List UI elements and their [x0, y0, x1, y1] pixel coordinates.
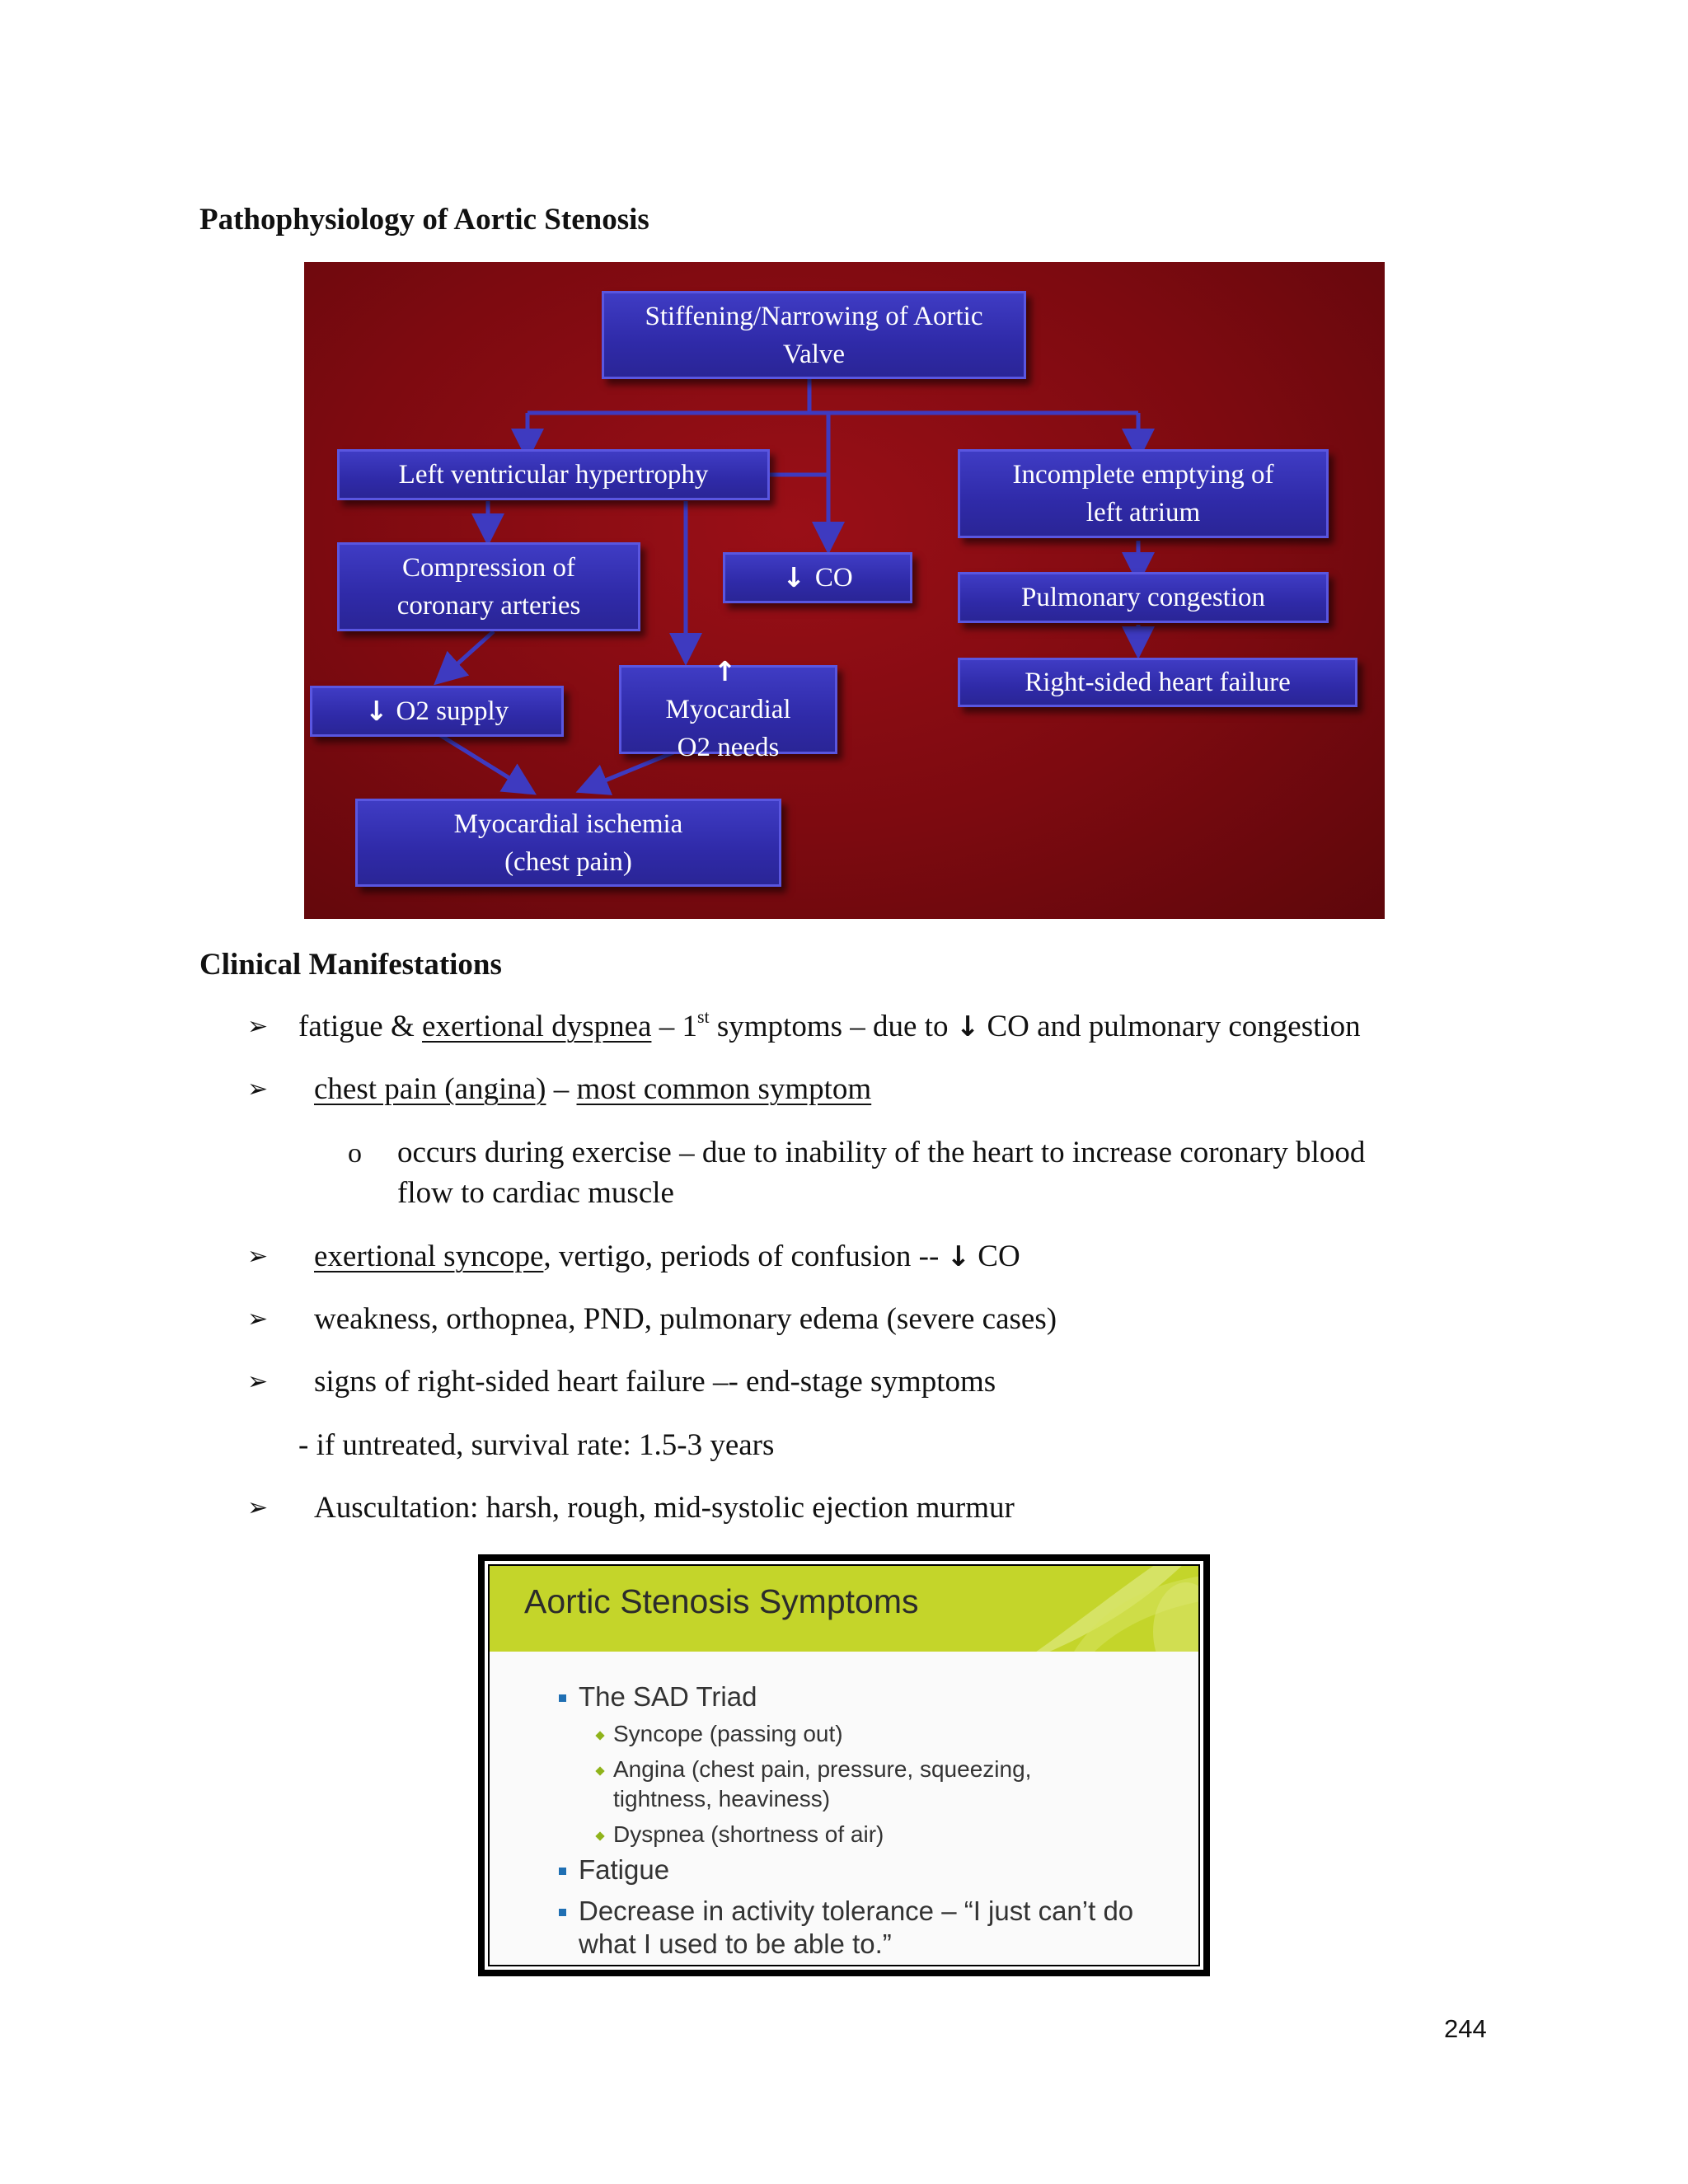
arrow-bullet-icon: ➢ [247, 1305, 269, 1333]
slide-item-dyspnea: Dyspnea (shortness of air) [613, 1821, 884, 1847]
square-bullet-icon [559, 1868, 566, 1875]
slide-item-syncope: Syncope (passing out) [613, 1721, 843, 1746]
down-arrow-icon: ↓ [364, 695, 388, 727]
slide-inner [488, 1564, 1200, 1966]
bullet-syncope [314, 1241, 1020, 1272]
node-myocardial-o2-needs-line2: O2 needs [677, 733, 780, 762]
exertional-dyspnea-text: exertional dyspnea [422, 1010, 652, 1043]
node-myocardial-o2-needs [619, 655, 837, 762]
sub-bullet-exercise-line2: flow to cardiac muscle [397, 1176, 674, 1210]
node-compression-line2: coronary arteries [396, 591, 581, 621]
node-compression-line1: Compression of [402, 553, 575, 583]
node-o2-supply [310, 686, 564, 737]
node-decreased-co-label: CO [814, 563, 853, 593]
square-bullet-icon [559, 1909, 566, 1916]
square-bullet-icon [559, 1694, 566, 1702]
slide-title: Aortic Stenosis Symptoms [524, 1582, 919, 1620]
bullet-auscultation: Auscultation: harsh, rough, mid-systolic ejection murmur [314, 1491, 1015, 1525]
pathophysiology-flow-diagram [304, 262, 1385, 919]
down-arrow-icon: ↓ [955, 1010, 980, 1043]
diamond-bullet-icon [595, 1831, 604, 1840]
bullet-fatigue [298, 1006, 1361, 1043]
node-right-heart-failure [958, 658, 1357, 707]
diamond-bullet-icon [595, 1731, 604, 1740]
arrow-bullet-icon: ➢ [247, 1493, 269, 1522]
bullet-syncope-text: , vertigo, periods of confusion -- [543, 1240, 947, 1273]
slide-item-angina-line1: Angina (chest pain, pressure, squeezing, [613, 1756, 1032, 1782]
node-compression [337, 542, 640, 631]
up-arrow-icon: ↑ [713, 655, 737, 687]
ordinal-suffix: st [696, 1006, 710, 1027]
slide-item-decrease-line2: what I used to be able to.” [579, 1929, 892, 1959]
chest-pain-text: chest pain (angina) [314, 1072, 546, 1106]
arrow-bullet-icon: ➢ [247, 1367, 269, 1396]
bullet-fatigue-text: fatigue & [298, 1010, 423, 1043]
diamond-bullet-icon [595, 1766, 604, 1775]
slide-item-decrease-line1: Decrease in activity tolerance – “I just can’t do [579, 1896, 1134, 1926]
sub-bullet-exercise-line1: occurs during exercise – due to inability of the heart to increase coronary blood [397, 1136, 1366, 1169]
node-aortic-valve-line1: Stiffening/Narrowing of Aortic [645, 301, 983, 331]
slide-title-band [490, 1566, 1198, 1652]
bullet-syncope-co: CO [970, 1240, 1020, 1273]
bullet-chest-pain [314, 1074, 871, 1104]
bullet-right-heart-failure: signs of right-sided heart failure –- end-stage symptoms [314, 1365, 996, 1399]
node-aortic-valve-line2: Valve [782, 339, 846, 369]
sub-bullet-marker: o [348, 1138, 362, 1169]
node-ischemia-line2: (chest pain) [504, 846, 632, 877]
page-number: 244 [1444, 2014, 1487, 2043]
aortic-stenosis-symptoms-slide [478, 1554, 1210, 1976]
clinical-manifestations-heading: Clinical Manifestations [199, 948, 502, 982]
pathophysiology-heading: Pathophysiology of Aortic Stenosis [199, 203, 649, 237]
node-aortic-valve [602, 291, 1026, 379]
down-arrow-icon: ↓ [782, 561, 805, 593]
slide-item-angina-line2: tightness, heaviness) [613, 1786, 831, 1811]
bullet-fatigue-due: symptoms – due to [709, 1010, 956, 1043]
node-incomplete-line2: left atrium [1085, 498, 1201, 527]
down-arrow-icon: ↓ [946, 1240, 971, 1273]
slide-item-sad-triad: The SAD Triad [579, 1681, 757, 1712]
exertional-syncope-text: exertional syncope [314, 1240, 544, 1273]
arrow-bullet-icon: ➢ [247, 1012, 269, 1041]
node-ischemia-line1: Myocardial ischemia [453, 808, 683, 839]
node-myocardial-label: Myocardial [665, 695, 791, 724]
node-pulmonary-label: Pulmonary congestion [1020, 583, 1266, 612]
node-lv-hypertrophy [337, 449, 770, 500]
node-lv-hypertrophy-label: Left ventricular hypertrophy [398, 460, 709, 490]
node-myocardial-o2-needs-line1 [665, 653, 790, 729]
bullet-weakness: weakness, orthopnea, PND, pulmonary edema (severe cases) [314, 1302, 1057, 1336]
node-o2-supply-label: O2 supply [396, 696, 509, 726]
node-decreased-co [723, 552, 912, 603]
node-incomplete-line1: Incomplete emptying of [1012, 460, 1274, 490]
node-incomplete-emptying [958, 449, 1329, 538]
bullet-fatigue-dash: – 1 [651, 1010, 697, 1043]
survival-note: - if untreated, survival rate: 1.5-3 years [298, 1428, 775, 1462]
bullet-fatigue-cause: CO and pulmonary congestion [979, 1010, 1361, 1043]
node-pulmonary-congestion [958, 572, 1329, 623]
arrow-bullet-icon: ➢ [247, 1075, 269, 1104]
arrow-bullet-icon: ➢ [247, 1242, 269, 1271]
node-myocardial-ischemia [355, 799, 781, 887]
slide-item-fatigue: Fatigue [579, 1854, 670, 1885]
most-common-symptom-text: most common symptom [576, 1072, 872, 1106]
node-right-hf-label: Right-sided heart failure [1025, 668, 1291, 697]
chest-pain-sep: – [546, 1072, 577, 1106]
